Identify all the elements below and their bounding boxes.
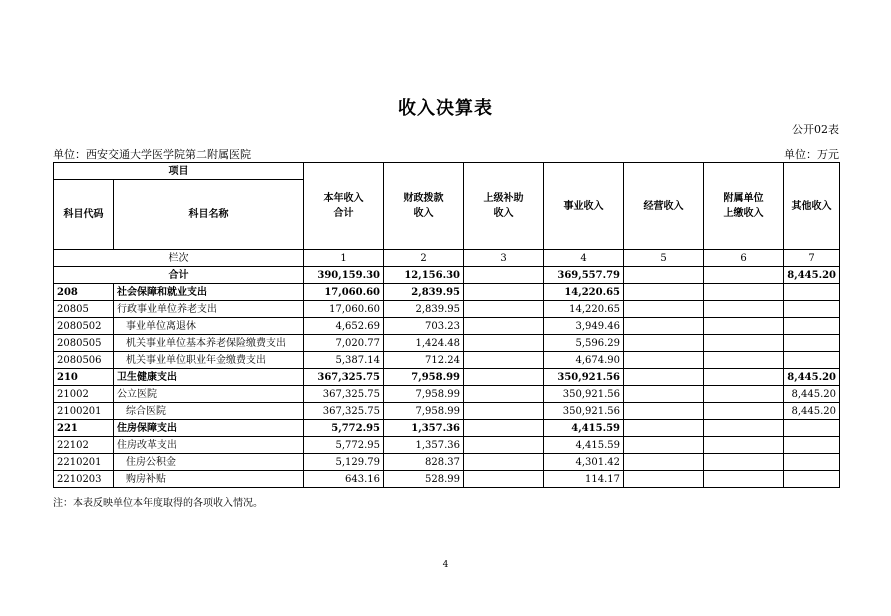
total-value [704,267,784,284]
row-name: 住房公积金 [114,454,304,471]
row-value: 17,060.60 [304,284,384,301]
form-number: 公开02表 [792,123,839,136]
header-fiscal [384,163,464,250]
table-row [54,471,840,488]
row-value: 5,772.95 [304,437,384,454]
row-value: 5,772.95 [304,420,384,437]
row-value [624,352,704,369]
row-value: 828.37 [384,454,464,471]
column-index-6: 6 [704,250,784,267]
row-value: 350,921.56 [544,403,624,420]
row-code: 2080502 [54,318,114,335]
row-value: 367,325.75 [304,369,384,386]
row-value [784,437,840,454]
row-code: 210 [54,369,114,386]
header-upper-line1: 上级补助 [483,193,524,204]
row-value: 643.16 [304,471,384,488]
total-value: 390,159.30 [304,267,384,284]
row-value [784,471,840,488]
table-row [54,403,840,420]
row-value [704,454,784,471]
table-row [54,284,840,301]
row-value [704,284,784,301]
row-value: 4,301.42 [544,454,624,471]
income-table [53,162,840,488]
row-value: 1,424.48 [384,335,464,352]
column-index-4: 4 [544,250,624,267]
table-row [54,352,840,369]
table-row [54,454,840,471]
row-code: 208 [54,284,114,301]
row-name: 购房补贴 [114,471,304,488]
row-value [704,318,784,335]
column-index-2: 2 [384,250,464,267]
header-affiliate [704,163,784,250]
row-value: 4,652.69 [304,318,384,335]
header-upper-line2: 收入 [493,208,514,219]
row-value: 350,921.56 [544,386,624,403]
row-name: 住房改革支出 [114,437,304,454]
total-value [464,267,544,284]
row-value: 703.23 [384,318,464,335]
row-value: 114.17 [544,471,624,488]
header-code: 科目代码 [54,180,114,250]
header-name: 科目名称 [114,180,304,250]
row-value [784,318,840,335]
row-value [624,301,704,318]
row-value [464,471,544,488]
row-name: 机关事业单位基本养老保险缴费支出 [114,335,304,352]
header-affiliate-line2: 上缴收入 [723,208,764,219]
row-value [704,369,784,386]
row-value [704,301,784,318]
row-value [624,335,704,352]
row-name: 卫生健康支出 [114,369,304,386]
row-value [784,301,840,318]
row-name: 公立医院 [114,386,304,403]
row-value [784,284,840,301]
row-value: 5,387.14 [304,352,384,369]
row-value [464,386,544,403]
row-value: 1,357.36 [384,437,464,454]
row-value: 4,415.59 [544,437,624,454]
row-value: 5,596.29 [544,335,624,352]
row-value [464,352,544,369]
row-value [624,386,704,403]
column-index-label: 栏次 [54,250,304,267]
row-value [624,454,704,471]
header-total [304,163,384,250]
row-code: 20805 [54,301,114,318]
row-value [704,386,784,403]
row-value: 367,325.75 [304,386,384,403]
row-value: 5,129.79 [304,454,384,471]
row-value [624,437,704,454]
row-value [624,403,704,420]
header-operating: 经营收入 [624,163,704,250]
row-value: 3,949.46 [544,318,624,335]
row-value [624,369,704,386]
row-value [704,403,784,420]
row-code: 2080506 [54,352,114,369]
table-row [54,301,840,318]
header-fiscal-line2: 收入 [413,208,434,219]
currency-unit: 单位：万元 [784,148,839,161]
row-value [784,454,840,471]
row-name: 综合医院 [114,403,304,420]
header-business: 事业收入 [544,163,624,250]
row-code: 2080505 [54,335,114,352]
column-index-1: 1 [304,250,384,267]
total-row [54,267,840,284]
row-code: 2210203 [54,471,114,488]
page-title: 收入决算表 [398,98,493,119]
row-value: 7,958.99 [384,369,464,386]
table-row [54,437,840,454]
row-value [704,420,784,437]
row-value: 1,357.36 [384,420,464,437]
row-code: 22102 [54,437,114,454]
row-value: 8,445.20 [784,369,840,386]
row-value [464,454,544,471]
row-value [624,318,704,335]
row-value: 7,958.99 [384,386,464,403]
row-code: 2210201 [54,454,114,471]
row-value [464,335,544,352]
row-value: 8,445.20 [784,386,840,403]
row-name: 事业单位离退休 [114,318,304,335]
table-row [54,386,840,403]
row-value: 7,020.77 [304,335,384,352]
row-value [464,301,544,318]
row-value [704,471,784,488]
row-value [624,420,704,437]
total-label: 合计 [54,267,304,284]
row-value [624,284,704,301]
header-item: 项目 [54,163,304,180]
total-value: 8,445.20 [784,267,840,284]
row-code: 2100201 [54,403,114,420]
table-row [54,420,840,437]
header-total-line1: 本年收入 [323,193,364,204]
row-value [704,335,784,352]
column-index-7: 7 [784,250,840,267]
table-row [54,318,840,335]
column-index-3: 3 [464,250,544,267]
row-value: 367,325.75 [304,403,384,420]
header-fiscal-line1: 财政拨款 [403,193,444,204]
row-code: 221 [54,420,114,437]
header-affiliate-line1: 附属单位 [723,193,764,204]
row-value [784,335,840,352]
column-index-row [54,250,840,267]
table-note: 注：本表反映单位本年度取得的各项收入情况。 [53,498,263,509]
row-value: 14,220.65 [544,301,624,318]
row-value [464,369,544,386]
row-value: 350,921.56 [544,369,624,386]
row-value: 8,445.20 [784,403,840,420]
header-other: 其他收入 [784,163,840,250]
row-name: 住房保障支出 [114,420,304,437]
table-row [54,335,840,352]
row-value [784,420,840,437]
row-value: 17,060.60 [304,301,384,318]
row-value [704,352,784,369]
row-value [464,284,544,301]
row-value: 2,839.95 [384,284,464,301]
total-value: 369,557.79 [544,267,624,284]
table-row [54,369,840,386]
table-header [54,163,840,284]
column-index-5: 5 [624,250,704,267]
row-code: 21002 [54,386,114,403]
total-value: 12,156.30 [384,267,464,284]
reporting-unit: 单位：西安交通大学医学院第二附属医院 [53,148,251,161]
row-name: 机关事业单位职业年金缴费支出 [114,352,304,369]
row-value [464,318,544,335]
row-value: 712.24 [384,352,464,369]
page-number: 4 [442,560,449,570]
row-value: 528.99 [384,471,464,488]
row-value: 7,958.99 [384,403,464,420]
row-value: 2,839.95 [384,301,464,318]
row-name: 行政事业单位养老支出 [114,301,304,318]
row-value: 4,415.59 [544,420,624,437]
row-value [464,403,544,420]
row-value [464,437,544,454]
row-value: 14,220.65 [544,284,624,301]
row-value: 4,674.90 [544,352,624,369]
row-name: 社会保障和就业支出 [114,284,304,301]
row-value [464,420,544,437]
header-total-line2: 合计 [333,208,354,219]
table-body [54,284,840,488]
total-value [624,267,704,284]
header-upper [464,163,544,250]
row-value [704,437,784,454]
row-value [784,352,840,369]
row-value [624,471,704,488]
